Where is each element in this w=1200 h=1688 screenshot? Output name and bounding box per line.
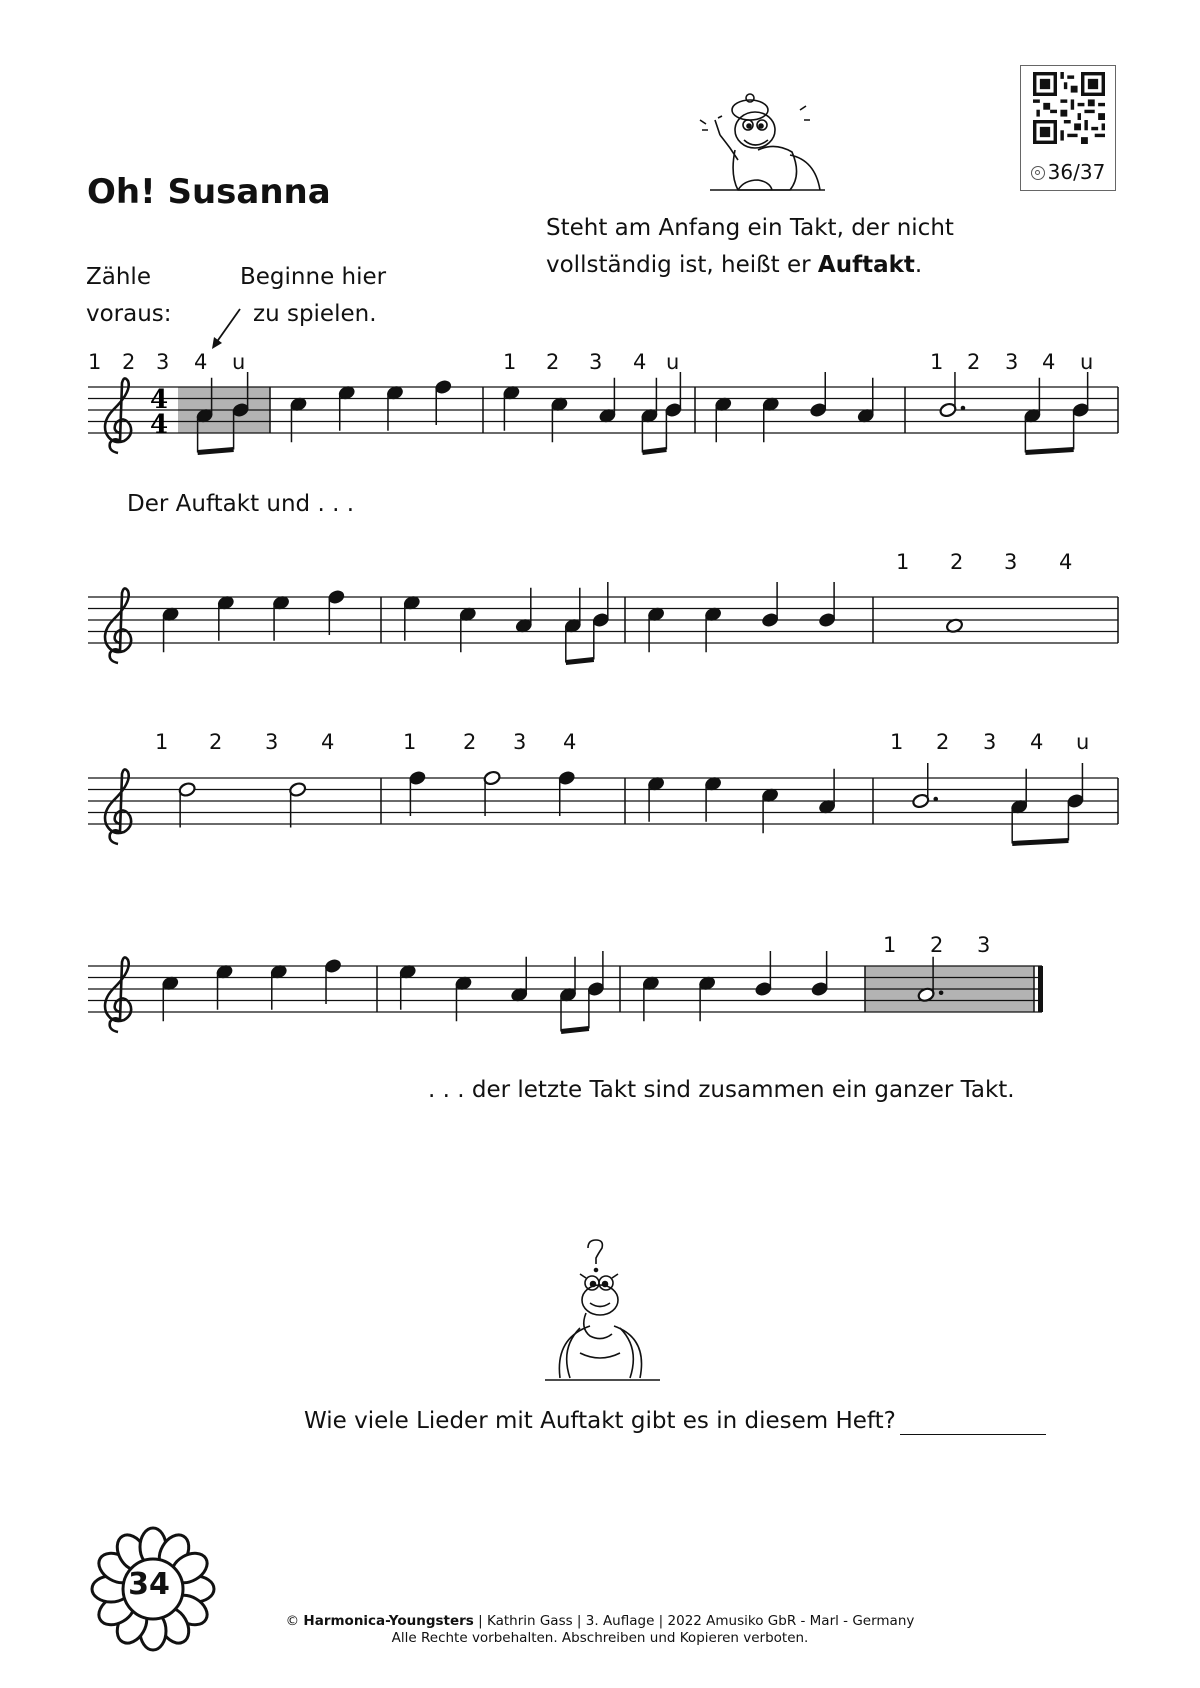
note xyxy=(327,589,345,635)
count: 2 xyxy=(936,730,950,754)
count: 1 xyxy=(503,350,517,374)
count: u xyxy=(1076,730,1090,754)
definition-line1: Steht am Anfang ein Takt, der nicht xyxy=(546,215,954,241)
note xyxy=(386,385,404,431)
note xyxy=(510,957,528,1003)
count: 2 xyxy=(122,350,136,374)
count: 1 xyxy=(890,730,904,754)
note xyxy=(714,396,732,442)
count: u xyxy=(1080,350,1094,374)
note xyxy=(515,588,533,634)
count: 1 xyxy=(930,350,944,374)
note xyxy=(408,770,426,816)
count: 1 xyxy=(155,730,169,754)
count: 4 xyxy=(321,730,335,754)
note xyxy=(818,582,836,628)
footer-rights: Alle Rechte vorbehalten. Abschreiben und Kopieren verboten. xyxy=(391,1630,809,1646)
note xyxy=(454,975,472,1021)
treble-clef-icon xyxy=(105,588,131,663)
page-number: 34 xyxy=(128,1567,170,1602)
footer-brand: Harmonica-Youngsters xyxy=(303,1613,474,1629)
note xyxy=(502,385,520,431)
note xyxy=(161,975,179,1021)
count: 3 xyxy=(1004,550,1018,574)
final-bar-line xyxy=(1038,966,1043,1012)
copyright-symbol: © xyxy=(285,1613,304,1629)
note xyxy=(483,770,501,816)
last-measure-note-text: . . . der letzte Takt sind zusammen ein ganzer Takt. xyxy=(428,1077,1015,1103)
count: 3 xyxy=(977,933,991,957)
note xyxy=(762,396,780,442)
note xyxy=(289,396,307,442)
note xyxy=(272,595,290,641)
time-signature-bottom: 4 xyxy=(150,410,169,440)
staff-row xyxy=(88,763,1118,844)
treble-clef-icon xyxy=(105,769,131,844)
count: 3 xyxy=(156,350,170,374)
count: 4 xyxy=(194,350,208,374)
answer-line[interactable] xyxy=(900,1434,1046,1435)
note xyxy=(598,378,616,424)
staff-row xyxy=(88,951,1043,1032)
note-dot xyxy=(933,797,938,802)
question-text: Wie viele Lieder mit Auftakt gibt es in diesem Heft? xyxy=(304,1408,896,1434)
start-label-line1: Beginne hier xyxy=(240,264,387,290)
note xyxy=(215,964,233,1010)
note xyxy=(704,606,722,652)
note xyxy=(647,606,665,652)
note xyxy=(178,781,196,827)
note xyxy=(647,776,665,822)
definition-text: vollständig ist, heißt er xyxy=(546,252,818,278)
note-dot xyxy=(961,406,966,411)
note xyxy=(809,372,827,418)
definition-period: . xyxy=(914,252,923,278)
count: 2 xyxy=(546,350,560,374)
note xyxy=(810,951,828,997)
start-label-line2: zu spielen. xyxy=(253,301,377,327)
note-beam xyxy=(1025,450,1073,453)
note-beam xyxy=(198,450,234,453)
note xyxy=(217,595,235,641)
count: 2 xyxy=(967,350,981,374)
count: 2 xyxy=(930,933,944,957)
count: 2 xyxy=(950,550,964,574)
note-beam xyxy=(566,660,594,663)
note xyxy=(289,781,307,827)
count: u xyxy=(232,350,246,374)
staff-row xyxy=(88,582,1118,663)
count: 2 xyxy=(209,730,223,754)
note xyxy=(642,975,660,1021)
note xyxy=(857,378,875,424)
note xyxy=(550,396,568,442)
note xyxy=(403,595,421,641)
note xyxy=(761,787,779,833)
note xyxy=(338,385,356,431)
count: 4 xyxy=(633,350,647,374)
note xyxy=(399,964,417,1010)
count: 3 xyxy=(983,730,997,754)
track-label: 36/37 xyxy=(1047,160,1106,184)
count: 4 xyxy=(563,730,577,754)
count: 4 xyxy=(1030,730,1044,754)
count: 3 xyxy=(265,730,279,754)
note xyxy=(761,582,779,628)
time-signature-top: 4 xyxy=(150,385,169,415)
note xyxy=(558,770,576,816)
footer xyxy=(0,1613,1200,1647)
count: 3 xyxy=(589,350,603,374)
note xyxy=(161,606,179,652)
footer-credits: | Kathrin Gass | 3. Auflage | 2022 Amusiko GbR - Marl - Germany xyxy=(473,1613,915,1629)
note-beam xyxy=(642,450,666,453)
count: 1 xyxy=(88,350,102,374)
note xyxy=(434,379,452,425)
note-dot xyxy=(939,990,944,995)
note xyxy=(939,372,965,418)
auftakt-keyword: Auftakt xyxy=(817,252,915,278)
count: 4 xyxy=(1042,350,1056,374)
count: 4 xyxy=(1059,550,1073,574)
staff-row xyxy=(88,372,1118,453)
turtle-thinking-illustration xyxy=(540,1238,665,1388)
treble-clef-icon xyxy=(105,378,131,453)
note xyxy=(754,951,772,997)
note xyxy=(818,769,836,815)
note xyxy=(698,975,716,1021)
count: 3 xyxy=(513,730,527,754)
treble-clef-icon xyxy=(105,957,131,1032)
count-label-line2: voraus: xyxy=(86,301,172,327)
note-beam xyxy=(561,1029,589,1032)
note xyxy=(912,763,938,809)
count-label-line1: Zähle xyxy=(86,264,151,290)
count: 3 xyxy=(1005,350,1019,374)
note xyxy=(704,776,722,822)
count: u xyxy=(666,350,680,374)
pickup-note-text: Der Auftakt und . . . xyxy=(127,491,355,517)
count: 2 xyxy=(463,730,477,754)
note xyxy=(270,964,288,1010)
count: 1 xyxy=(896,550,910,574)
count: 1 xyxy=(403,730,417,754)
note xyxy=(459,606,477,652)
song-title: Oh! Susanna xyxy=(87,172,331,212)
note xyxy=(324,958,342,1004)
count: 1 xyxy=(883,933,897,957)
footer-copyright xyxy=(0,1613,1200,1630)
note-beam xyxy=(1012,841,1068,844)
